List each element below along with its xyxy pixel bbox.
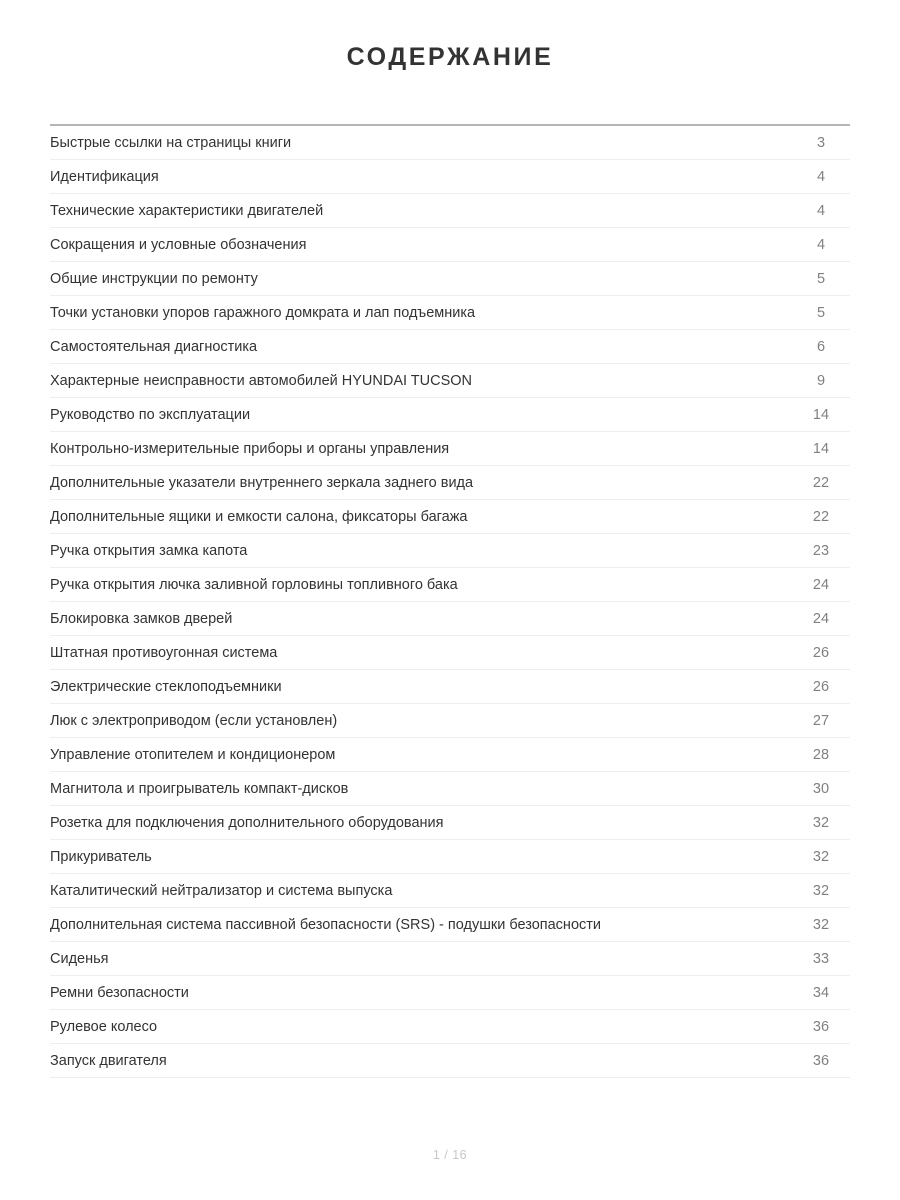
page-title: СОДЕРЖАНИЕ bbox=[346, 43, 554, 71]
toc-entry[interactable] bbox=[50, 738, 850, 772]
toc-entry[interactable] bbox=[50, 704, 850, 738]
toc-entry-page-number: 22 bbox=[812, 474, 830, 491]
toc-entry[interactable] bbox=[50, 398, 850, 432]
toc-entry-label: Рулевое колесо bbox=[50, 1018, 158, 1035]
toc-entry-label: Запуск двигателя bbox=[50, 1052, 167, 1069]
toc-entry[interactable] bbox=[50, 636, 850, 670]
toc-entry[interactable] bbox=[50, 840, 850, 874]
toc-entry[interactable] bbox=[50, 466, 850, 500]
toc-entry-label: Каталитический нейтрализатор и система выпуска bbox=[50, 882, 393, 899]
toc-entry-label: Идентификация bbox=[50, 168, 159, 185]
toc-entry-label: Штатная противоугонная система bbox=[50, 644, 278, 661]
toc-entry-page-number: 6 bbox=[816, 338, 826, 355]
toc-entry-label: Ручка открытия лючка заливной горловины топливного бака bbox=[50, 576, 458, 593]
table-of-contents bbox=[50, 124, 850, 1078]
toc-entry[interactable] bbox=[50, 534, 850, 568]
toc-entry-page-number: 23 bbox=[812, 542, 830, 559]
toc-entry-label: Дополнительные указатели внутреннего зеркала заднего вида bbox=[50, 474, 474, 491]
toc-entry-page-number: 30 bbox=[812, 780, 830, 797]
toc-entry-page-number: 14 bbox=[812, 440, 830, 457]
toc-entry-label: Люк с электроприводом (если установлен) bbox=[50, 712, 338, 729]
toc-entry-page-number: 9 bbox=[816, 372, 826, 389]
toc-entry[interactable] bbox=[50, 262, 850, 296]
toc-entry-page-number: 5 bbox=[816, 304, 826, 321]
toc-entry-page-number: 5 bbox=[816, 270, 826, 287]
toc-entry[interactable] bbox=[50, 330, 850, 364]
toc-entry-label: Технические характеристики двигателей bbox=[50, 202, 324, 219]
toc-entry[interactable] bbox=[50, 772, 850, 806]
toc-entry-label: Сокращения и условные обозначения bbox=[50, 236, 307, 253]
toc-entry[interactable] bbox=[50, 126, 850, 160]
toc-entry-page-number: 24 bbox=[812, 576, 830, 593]
toc-entry[interactable] bbox=[50, 1010, 850, 1044]
toc-entry-page-number: 26 bbox=[812, 644, 830, 661]
toc-entry-label: Блокировка замков дверей bbox=[50, 610, 233, 627]
toc-entry-label: Руководство по эксплуатации bbox=[50, 406, 251, 423]
toc-entry-page-number: 4 bbox=[816, 202, 826, 219]
toc-entry-label: Ремни безопасности bbox=[50, 984, 189, 1001]
toc-entry[interactable] bbox=[50, 296, 850, 330]
toc-entry-page-number: 32 bbox=[812, 916, 830, 933]
toc-entry[interactable] bbox=[50, 908, 850, 942]
toc-entry-label: Магнитола и проигрыватель компакт-дисков bbox=[50, 780, 349, 797]
toc-entry-page-number: 3 bbox=[816, 134, 826, 151]
toc-entry[interactable] bbox=[50, 228, 850, 262]
toc-entry[interactable] bbox=[50, 942, 850, 976]
toc-entry-label: Общие инструкции по ремонту bbox=[50, 270, 258, 287]
toc-entry[interactable] bbox=[50, 500, 850, 534]
toc-entry[interactable] bbox=[50, 160, 850, 194]
toc-entry[interactable] bbox=[50, 364, 850, 398]
toc-entry-page-number: 26 bbox=[812, 678, 830, 695]
toc-entry-label: Дополнительная система пассивной безопасности (SRS) - подушки безопасности bbox=[50, 916, 601, 933]
toc-entry[interactable] bbox=[50, 806, 850, 840]
page-pagination: 1 / 16 bbox=[432, 1148, 468, 1162]
toc-entry-page-number: 34 bbox=[812, 984, 830, 1001]
toc-entry-page-number: 14 bbox=[812, 406, 830, 423]
toc-entry[interactable] bbox=[50, 874, 850, 908]
toc-entry[interactable] bbox=[50, 670, 850, 704]
toc-entry-page-number: 32 bbox=[812, 814, 830, 831]
toc-entry-page-number: 4 bbox=[816, 168, 826, 185]
toc-entry-page-number: 24 bbox=[812, 610, 830, 627]
toc-entry-page-number: 4 bbox=[816, 236, 826, 253]
toc-entry-page-number: 36 bbox=[812, 1052, 830, 1069]
toc-entry-page-number: 32 bbox=[812, 882, 830, 899]
toc-entry-label: Прикуриватель bbox=[50, 848, 152, 865]
toc-entry[interactable] bbox=[50, 568, 850, 602]
toc-entry-label: Точки установки упоров гаражного домкрата и лап подъемника bbox=[50, 304, 476, 321]
toc-entry[interactable] bbox=[50, 976, 850, 1010]
toc-entry-page-number: 28 bbox=[812, 746, 830, 763]
toc-entry-label: Сиденья bbox=[50, 950, 109, 967]
toc-entry-page-number: 36 bbox=[812, 1018, 830, 1035]
toc-entry-label: Самостоятельная диагностика bbox=[50, 338, 258, 355]
toc-entry-label: Электрические стеклоподъемники bbox=[50, 678, 282, 695]
toc-entry-label: Быстрые ссылки на страницы книги bbox=[50, 134, 292, 151]
toc-entry[interactable] bbox=[50, 1044, 850, 1078]
toc-entry[interactable] bbox=[50, 432, 850, 466]
toc-entry-label: Ручка открытия замка капота bbox=[50, 542, 248, 559]
toc-entry-label: Контрольно-измерительные приборы и органы управления bbox=[50, 440, 450, 457]
toc-entry-page-number: 27 bbox=[812, 712, 830, 729]
toc-entry-label: Управление отопителем и кондиционером bbox=[50, 746, 336, 763]
toc-entry-page-number: 32 bbox=[812, 848, 830, 865]
toc-entry-page-number: 33 bbox=[812, 950, 830, 967]
toc-entry[interactable] bbox=[50, 602, 850, 636]
toc-entry-label: Характерные неисправности автомобилей HYUNDAI TUCSON bbox=[50, 372, 473, 389]
toc-entry[interactable] bbox=[50, 194, 850, 228]
toc-entry-label: Розетка для подключения дополнительного оборудования bbox=[50, 814, 444, 831]
toc-entry-page-number: 22 bbox=[812, 508, 830, 525]
toc-entry-label: Дополнительные ящики и емкости салона, фиксаторы багажа bbox=[50, 508, 468, 525]
